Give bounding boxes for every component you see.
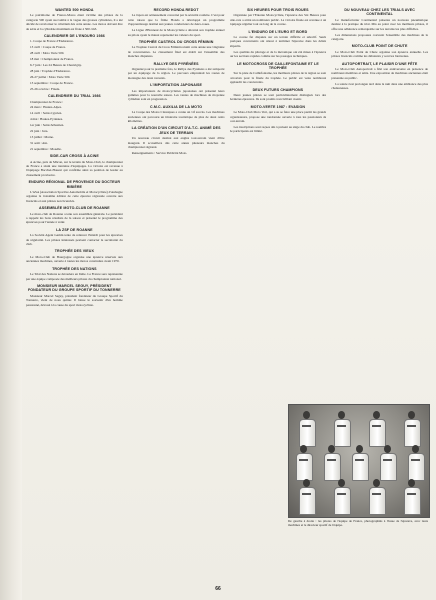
article-paragraph: La soirée s'est prolongée tard dans la nuit dans une ambiance des plus chaleureuses.	[331, 81, 428, 91]
article-paragraph: Le patrimoine de France-Motos étant victime des pilotes de la catégorie 500 ayant succombé à la vague des grosses cylindrées, il a été décidé de revaloriser le critérium dès cette année. Les motos doivent être de série et la cylindrée maximum est fixée à 500 cm3.	[26, 13, 123, 31]
rider-figure	[298, 479, 315, 513]
article-heading: MONSIEUR MARCEL SEGUY, PRÉSIDENT FONDATEUR DU GROUPE SPORTIF DU TONNERRE	[27, 283, 121, 293]
rider-figure	[333, 411, 350, 445]
page-spine-shadow	[0, 0, 22, 600]
article-paragraph: Organisée par l'Entente Motocycliste, l'épreuve des Six Heures pour side-cars a attiré un nombreux public. La victoire finale est revenue à un équipage régulier tout au long de la course.	[229, 13, 327, 27]
article-paragraph: 28 avril : Moto Verte 500.	[30, 51, 65, 56]
article-paragraph: 1er juin : Saint-Sébastien.	[30, 123, 65, 128]
article-paragraph: 21 septembre : Moselle.	[30, 146, 62, 151]
article-heading: ASSEMBLÉE MOTO-CLUB DE ROANNE	[39, 206, 110, 211]
article-paragraph: Sur la piste de Caillefontaine, les meilleurs pilotes de la région se sont retrouvés pour la finale du trophée. Le public est venu nombreux applaudir les concurrents.	[229, 71, 327, 85]
article-paragraph: Les importateurs de motocyclettes japonaises ont présenté leurs gammes pour la nouvelle saison. Les ventes de machines de moyenne cylindrée sont en progression.	[127, 88, 225, 102]
rider-figure	[295, 445, 312, 479]
article-heading: L'IMPORTATION JAPONAISE	[150, 83, 202, 88]
article-paragraph: Un nouveau circuit destiné aux engins tout-terrain vient d'être inauguré. Il accueillera dès cette année plusieurs manches du championnat régional.	[127, 136, 225, 150]
article-paragraph: Monsieur Marcel Seguy, président fondateur du Groupe Sportif du Tonnerre, vient de nous quitter. Il laisse le souvenir d'un homme passionné, dévoué à la cause du sport motocycliste.	[26, 293, 123, 307]
article-paragraph: 26-27 juillet : Moto Verte 500.	[30, 74, 71, 79]
rider-figure	[407, 445, 424, 479]
rider-figure	[368, 411, 385, 445]
article-heading: C.M.C. AUXILIA DE LA MOTO	[150, 104, 203, 109]
column-1	[26, 8, 123, 582]
article-paragraph: L'ASA (Association Sportive Automobile et Motocycliste) d'Aubagne organise la troisième édition de cette épreuve régionale ouverte aux licenciés et aux pilotes non licenciés.	[26, 190, 123, 203]
article-paragraph: Les dimensions proposées couvrent l'ensemble des machines de la catégorie.	[331, 32, 428, 41]
photo-front-row	[289, 479, 429, 513]
article-paragraph: Le Moto-Club Autoportrait a fêté son anniversaire en présence de nombreux membres et amis. Une exposition de machines anciennes était présentée au public.	[331, 66, 428, 80]
article-paragraph: Le manufacturier Continental présente un nouveau pneumatique destiné à la pratique du trial. Mis au point avec les meilleurs pilotes, il offre une adhérence remarquable sur les terrains les plus difficiles.	[331, 17, 428, 31]
article-heading: DU NOUVEAU CHEZ LES TRIALS AVEC CONTINENTAL	[344, 8, 415, 17]
article-paragraph: 13 juillet : Marne.	[30, 134, 54, 139]
article-paragraph: 13 septembre : Coupe de France.	[30, 80, 74, 85]
rider-figure	[351, 445, 368, 479]
rider-figure	[298, 411, 315, 445]
article-paragraph: Le Trophée Castrol du Cross Féminin réunit cette année une vingtaine de concurrentes. Le classement final est établi sur l'ensemble des manches disputées.	[127, 45, 225, 59]
article-heading: WANTED 500 HONDA	[55, 8, 94, 12]
article-paragraph: 1. Coupe de France d'Endurance.	[30, 39, 74, 44]
page-number: 66	[215, 586, 221, 592]
article-paragraph: 31 août : Ain.	[30, 140, 48, 145]
rider-figure	[403, 479, 420, 513]
article-heading: MOTO-CLUB POINT DE CHUTE	[351, 44, 408, 49]
rider-figure	[323, 445, 340, 479]
article-heading: LA ZSF DE ROANNE	[56, 227, 93, 232]
photo-caption: De gauche à droite : les pilotes de l'équipe de France, photographiés à l'issue de l'épreuve, avec leurs machines et le directeur sportif de l'équipe.	[288, 519, 428, 528]
article-paragraph: La Ligue d'Honneur de la Motocyclette a décerné son trophée annuel au pilote ayant le mieux représenté les valeurs du sport.	[127, 28, 225, 37]
article-paragraph: Le moto-club de Roanne a tenu son assemblée générale. Le président a rappelé les bons résultats de la saison et présenté le programme des épreuves pour l'année à venir.	[26, 211, 123, 225]
article-heading: LE MOTOCROSS DE CAILLEFONTAINE ET LE TROPHÉE	[236, 61, 319, 70]
article-heading: SIDE-CAR CROSS À ACINE	[49, 154, 99, 159]
article-heading: RALLYE DES PYRÉNÉES	[153, 61, 199, 66]
article-paragraph: 14 avril : Saint-Cyprien.	[30, 111, 63, 116]
article-heading: LA CRÉATION D'UN CIRCUIT D'A.T.C. ANIMÉ DES JEUX DE TERRAIN	[131, 126, 221, 135]
rider-figure	[368, 479, 385, 513]
column-2	[128, 8, 225, 582]
photo-middle-row	[289, 445, 429, 479]
photo-back-row	[289, 411, 429, 445]
rider-figure	[403, 411, 420, 445]
article-heading: CALENDRIER DU TRIAL 1986	[48, 94, 101, 99]
article-heading: RECORD HONDA REDOT	[153, 8, 199, 12]
article-heading: DEUX FUTURS CHAMPIONS	[252, 87, 304, 92]
article-paragraph: La Société Agent Gamin tente de relancer l'intérêt pour les épreuves de régularité. Les pilotes intéressés peuvent contacter le secrétariat du club.	[26, 233, 123, 247]
article-heading: TROPHÉE DES VIEUX	[54, 249, 94, 254]
article-heading: ENDURO RÉGIONAL DE PROVENCE DU DOCTEUR RIBIÈRE	[28, 180, 121, 189]
rider-figure	[379, 445, 396, 479]
article-paragraph: La Coupe des Motos Classiques a connu un vif succès. Les machines anciennes ont parcouru un itinéraire touristique de plus de deux cents kilomètres.	[127, 110, 225, 124]
article-heading: TROPHÉE CASTROL DU CROSS FÉMININ	[138, 39, 214, 44]
article-paragraph: 25-26 octobre : Finale.	[30, 86, 61, 91]
article-paragraph: 24 mars : Hautes-Alpes.	[30, 105, 62, 110]
article-paragraph: Organisé pour la première fois, le Rallye des Pyrénées a été remporté par un équipage de la région. Le parcours empruntait les routes de montagne des deux versants.	[127, 66, 225, 80]
article-paragraph: 28 juin : Trophée d'Endurance.	[30, 68, 71, 73]
article-paragraph: Le Moto-Club Moto Vert, qui a su se faire une place parmi les grands organisateurs, propose une randonnée ouverte à tous les passionnés de tout-terrain.	[229, 110, 327, 124]
article-paragraph: 4 mai : Hautes-Pyrénées.	[30, 117, 63, 122]
article-paragraph: Deux jeunes pilotes se sont particulièrement distingués lors des dernières épreuves. Ils sont promis à un brillant avenir.	[229, 93, 327, 102]
article-paragraph: 18 mai : Championnat de France.	[30, 57, 74, 62]
article-paragraph: La course fut disputée sur un terrain difficile et sélectif. Seuls quelques concurrents ont réussi à terminer l'épreuve dans les délais impartis.	[229, 35, 327, 48]
article-heading: MOTO-VERTE 1987 : EVASION	[250, 104, 306, 109]
article-heading: SIX HEURES POUR TROIS ROUES	[247, 8, 309, 12]
article-paragraph: 6-7 juin : Les 24 Heures de Chauvigny.	[30, 63, 82, 68]
article-paragraph: 22 juin : Jura.	[30, 129, 49, 134]
team-photo	[288, 404, 430, 518]
article-paragraph: Le Trial des Nations se déroulera en Italie. La France sera représentée par une équipe composée des meilleurs pilotes du championnat national.	[26, 272, 123, 281]
article-paragraph: Les inscriptions sont reçues dès à présent au siège du club. Le nombre de participants est limité.	[229, 124, 327, 134]
article-paragraph: Le Japon est sérieusement concerné par la sécurité routière. C'est pour cette raison que la firme Honda a développé un programme d'apprentissage destiné aux jeunes conducteurs de deux-roues.	[127, 13, 225, 27]
rider-figure	[333, 479, 350, 513]
article-paragraph: Le Moto-Club Point de Chute organise son épreuve annuelle. Les pilotes licenciés comme les débutants y sont les bienvenus.	[331, 49, 428, 59]
article-paragraph: Les qualités du pilotage et de la mécanique ont été mises à l'épreuve sur les sections rapides comme sur les passages techniques.	[229, 49, 327, 59]
article-heading: L'ENDURO DE L'EURO ET BORD	[248, 29, 308, 34]
article-paragraph: A Acine, près de Mâcon, sur le terrain du Moto-Club, le championnat de France a réuni une trentaine d'équipages. La victoire est revenue à l'équipage Bacchet-Houzet qui confirme ainsi sa position de leader au classement provisoire.	[26, 159, 123, 177]
article-heading: CALENDRIER DE L'ENDURO 1986	[43, 34, 105, 39]
article-paragraph: Renseignements : Service Publicité Moto.	[131, 150, 188, 155]
article-paragraph: Le Moto-Club de Bourgogne organise une épreuve réservée aux anciennes machines, ouverte à toutes les motos construites avant 1970.	[26, 254, 123, 264]
article-heading: TROPHÉE DES NATIONS	[52, 266, 97, 271]
article-heading: AUTOPORTRAIT, LE PLAISIR D'UNE FÊTE	[341, 61, 418, 66]
article-paragraph: Championnat de France :	[30, 99, 64, 104]
article-paragraph: 13 avril : Coupe de France.	[30, 45, 66, 50]
